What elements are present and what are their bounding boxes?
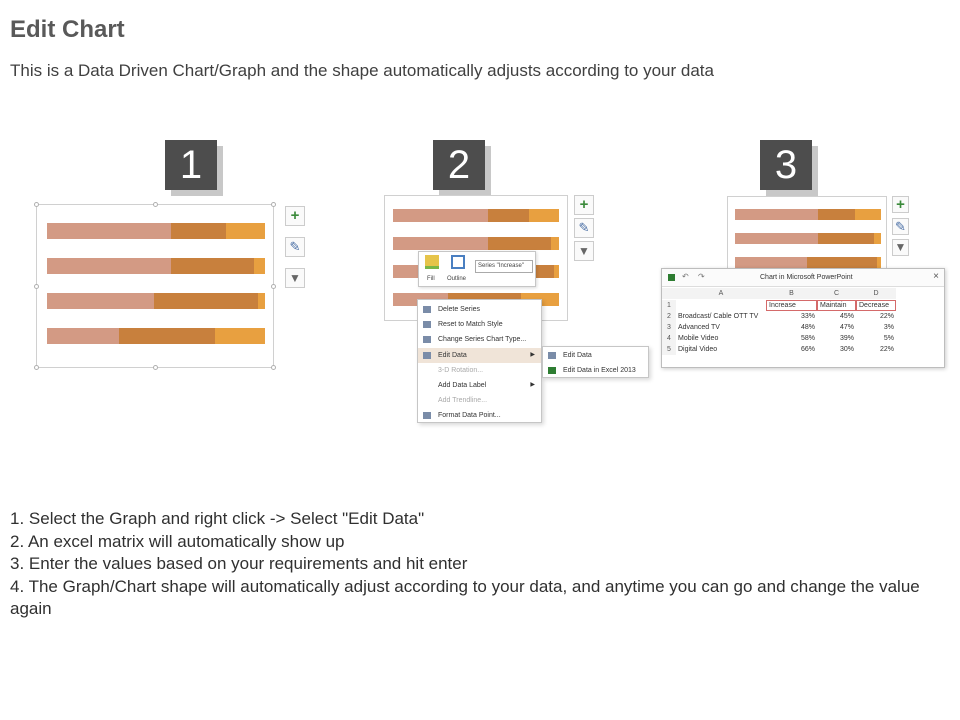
bar-segment-2[interactable] bbox=[154, 293, 259, 309]
bar-segment-1[interactable] bbox=[393, 209, 488, 222]
bar-segment-3[interactable] bbox=[258, 293, 265, 309]
row-header[interactable]: 3 bbox=[662, 322, 676, 333]
bar-segment-2[interactable] bbox=[818, 209, 855, 220]
table-cell[interactable]: 22% bbox=[879, 346, 894, 353]
chart-styles-brush-icon[interactable]: ✎ bbox=[574, 218, 594, 238]
bar-segment-3[interactable] bbox=[254, 258, 265, 274]
table-cell[interactable]: Digital Video bbox=[678, 346, 718, 353]
bar-segment-1[interactable] bbox=[735, 257, 807, 268]
table-cell[interactable]: 47% bbox=[839, 324, 854, 331]
context-menu-item[interactable] bbox=[418, 363, 541, 378]
table-cell[interactable]: Advanced TV bbox=[678, 324, 720, 331]
column-header[interactable]: D bbox=[856, 288, 896, 299]
bar-segment-3[interactable] bbox=[554, 265, 559, 278]
bar-row[interactable] bbox=[735, 209, 881, 220]
bar-segment-2[interactable] bbox=[818, 233, 873, 244]
context-menu-item-label: Edit Data bbox=[438, 351, 467, 359]
outline-label: Outline bbox=[447, 276, 467, 282]
context-menu-item-label: Format Data Point... bbox=[438, 412, 501, 420]
table-cell[interactable]: Mobile Video bbox=[678, 335, 719, 342]
chart-elements-plus-icon[interactable]: + bbox=[574, 195, 594, 215]
chart-panel-3[interactable] bbox=[727, 196, 887, 272]
menu-item-icon bbox=[423, 412, 431, 419]
bar-segment-2[interactable] bbox=[807, 257, 877, 268]
submenu-item[interactable] bbox=[543, 348, 648, 363]
bar-segment-1[interactable] bbox=[47, 223, 171, 239]
series-select[interactable]: Series "Increase" bbox=[475, 260, 533, 273]
bar-segment-3[interactable] bbox=[529, 209, 559, 222]
table-cell[interactable]: 33% bbox=[800, 313, 815, 320]
instruction-item: 2. An excel matrix will automatically show up bbox=[10, 531, 345, 551]
fill-label: Fill bbox=[427, 276, 435, 282]
column-header[interactable]: A bbox=[676, 288, 766, 299]
bar-row[interactable] bbox=[47, 258, 265, 274]
excel-window-title: Chart in Microsoft PowerPoint bbox=[760, 274, 853, 281]
bar-segment-1[interactable] bbox=[735, 233, 818, 244]
bar-segment-3[interactable] bbox=[226, 223, 265, 239]
bar-row[interactable] bbox=[47, 293, 265, 309]
table-cell[interactable]: 45% bbox=[839, 313, 854, 320]
table-cell[interactable]: 3% bbox=[883, 324, 894, 331]
close-icon[interactable]: × bbox=[933, 271, 939, 282]
chart-styles-brush-icon[interactable]: ✎ bbox=[285, 237, 305, 257]
bar-segment-2[interactable] bbox=[488, 237, 551, 250]
context-menu-item-label: 3-D Rotation... bbox=[438, 366, 484, 374]
menu-item-icon bbox=[423, 306, 431, 313]
table-cell[interactable]: 66% bbox=[800, 346, 815, 353]
context-menu-item[interactable] bbox=[418, 378, 541, 393]
resize-handle[interactable] bbox=[271, 365, 276, 370]
submenu-arrow-icon: ▶ bbox=[530, 351, 535, 358]
excel-chart-data-window[interactable] bbox=[661, 268, 945, 368]
resize-handle[interactable] bbox=[153, 202, 158, 207]
row-header[interactable]: 1 bbox=[662, 300, 676, 311]
step-badge-1: 1 bbox=[165, 140, 217, 190]
page-title: Edit Chart bbox=[10, 16, 125, 43]
bar-segment-1[interactable] bbox=[735, 209, 818, 220]
context-menu-item[interactable] bbox=[418, 408, 541, 423]
step-badge-2: 2 bbox=[433, 140, 485, 190]
bar-segment-2[interactable] bbox=[119, 328, 215, 344]
table-cell[interactable] bbox=[676, 300, 766, 311]
table-cell[interactable]: Decrease bbox=[856, 300, 896, 311]
menu-item-icon bbox=[423, 367, 431, 374]
menu-item-icon bbox=[423, 321, 431, 328]
context-menu-item[interactable] bbox=[418, 393, 541, 408]
row-header[interactable]: 5 bbox=[662, 344, 676, 355]
bar-segment-1[interactable] bbox=[47, 293, 154, 309]
resize-handle[interactable] bbox=[271, 202, 276, 207]
context-menu bbox=[417, 299, 542, 423]
page-subtitle: This is a Data Driven Chart/Graph and the shape automatically adjusts according to your data bbox=[10, 61, 714, 80]
excel-grid[interactable] bbox=[662, 287, 944, 367]
chart-panel-1[interactable] bbox=[36, 204, 274, 368]
bar-segment-1[interactable] bbox=[47, 258, 171, 274]
instruction-item: 1. Select the Graph and right click -> Select "Edit Data" bbox=[10, 509, 425, 528]
table-cell[interactable]: 39% bbox=[839, 335, 854, 342]
submenu-item-label: Edit Data in Excel 2013 bbox=[563, 367, 636, 374]
resize-handle[interactable] bbox=[153, 365, 158, 370]
context-menu-item[interactable] bbox=[418, 332, 541, 347]
menu-item-icon bbox=[423, 352, 431, 359]
instruction-item: 3. Enter the values based on your requirements and hit enter bbox=[10, 554, 468, 573]
bar-segment-1[interactable] bbox=[393, 237, 488, 250]
bar-segment-3[interactable] bbox=[215, 328, 265, 344]
undo-icon[interactable]: ↶ bbox=[682, 272, 689, 281]
chart-filter-funnel-icon[interactable]: ▼ bbox=[574, 241, 594, 261]
menu-item-icon bbox=[423, 397, 431, 404]
bar-segment-1[interactable] bbox=[47, 328, 119, 344]
chart-elements-plus-icon[interactable]: + bbox=[285, 206, 305, 226]
table-cell[interactable]: 48% bbox=[800, 324, 815, 331]
bar-segment-2[interactable] bbox=[488, 209, 530, 222]
table-cell[interactable]: 22% bbox=[879, 313, 894, 320]
row-header[interactable]: 4 bbox=[662, 333, 676, 344]
bar-segment-3[interactable] bbox=[551, 237, 559, 250]
column-header[interactable] bbox=[662, 288, 676, 299]
table-cell[interactable]: 58% bbox=[800, 335, 815, 342]
context-menu-item-label: Add Trendline... bbox=[438, 397, 488, 405]
bar-row[interactable] bbox=[393, 209, 559, 222]
chart-filter-funnel-icon[interactable]: ▼ bbox=[285, 268, 305, 288]
table-cell[interactable]: Maintain bbox=[817, 300, 856, 311]
context-menu-item-label: Change Series Chart Type... bbox=[438, 336, 527, 344]
instruction-list bbox=[10, 508, 940, 621]
menu-item-icon bbox=[423, 336, 431, 343]
context-menu-item[interactable] bbox=[418, 348, 541, 363]
submenu-item[interactable] bbox=[543, 363, 648, 378]
bar-segment-2[interactable] bbox=[171, 223, 226, 239]
column-header[interactable]: C bbox=[817, 288, 856, 299]
excel-titlebar bbox=[662, 269, 944, 287]
context-menu-item-label: Add Data Label bbox=[438, 382, 487, 389]
table-cell[interactable]: Increase bbox=[766, 300, 817, 311]
chart-styles-brush-icon[interactable]: ✎ bbox=[892, 218, 909, 235]
context-menu-item[interactable] bbox=[418, 302, 541, 317]
bar-row[interactable] bbox=[47, 328, 265, 344]
resize-handle[interactable] bbox=[34, 365, 39, 370]
excel-icon bbox=[548, 367, 556, 374]
format-mini-toolbar bbox=[418, 251, 536, 287]
table-cell[interactable]: Broadcast/ Cable OTT TV bbox=[678, 313, 759, 320]
bar-segment-3[interactable] bbox=[855, 209, 881, 220]
bar-row[interactable] bbox=[735, 233, 881, 244]
resize-handle[interactable] bbox=[34, 202, 39, 207]
column-header[interactable]: B bbox=[766, 288, 817, 299]
chart-elements-plus-icon[interactable]: + bbox=[892, 196, 909, 213]
bar-row[interactable] bbox=[735, 257, 881, 268]
bar-segment-3[interactable] bbox=[874, 233, 881, 244]
outline-pen-icon[interactable] bbox=[451, 255, 465, 269]
instruction-item: 4. The Graph/Chart shape will automatically adjust according to your data, and anytime you can go and change the value again bbox=[10, 576, 920, 618]
resize-handle[interactable] bbox=[34, 284, 39, 289]
excel-logo-icon bbox=[668, 274, 675, 281]
context-menu-item-label: Reset to Match Style bbox=[438, 321, 503, 329]
chart-filter-funnel-icon[interactable]: ▼ bbox=[892, 239, 909, 256]
redo-icon[interactable]: ↷ bbox=[698, 272, 705, 281]
fill-bucket-icon[interactable] bbox=[425, 255, 439, 269]
table-cell[interactable]: 5% bbox=[883, 335, 894, 342]
step-badge-3: 3 bbox=[760, 140, 812, 190]
bar-row[interactable] bbox=[47, 223, 265, 239]
bar-row[interactable] bbox=[393, 237, 559, 250]
row-header[interactable]: 2 bbox=[662, 311, 676, 322]
bar-chart-1[interactable] bbox=[47, 223, 265, 353]
context-menu-item[interactable] bbox=[418, 317, 541, 332]
submenu-arrow-icon: ▶ bbox=[530, 382, 535, 388]
edit-data-icon bbox=[548, 352, 556, 359]
resize-handle[interactable] bbox=[271, 284, 276, 289]
menu-item-icon bbox=[423, 382, 431, 389]
table-cell[interactable]: 30% bbox=[839, 346, 854, 353]
submenu-item-label: Edit Data bbox=[563, 352, 592, 359]
bar-segment-3[interactable] bbox=[877, 257, 881, 268]
context-menu-item-label: Delete Series bbox=[438, 306, 481, 313]
edit-data-submenu bbox=[542, 346, 649, 378]
bar-segment-2[interactable] bbox=[171, 258, 254, 274]
